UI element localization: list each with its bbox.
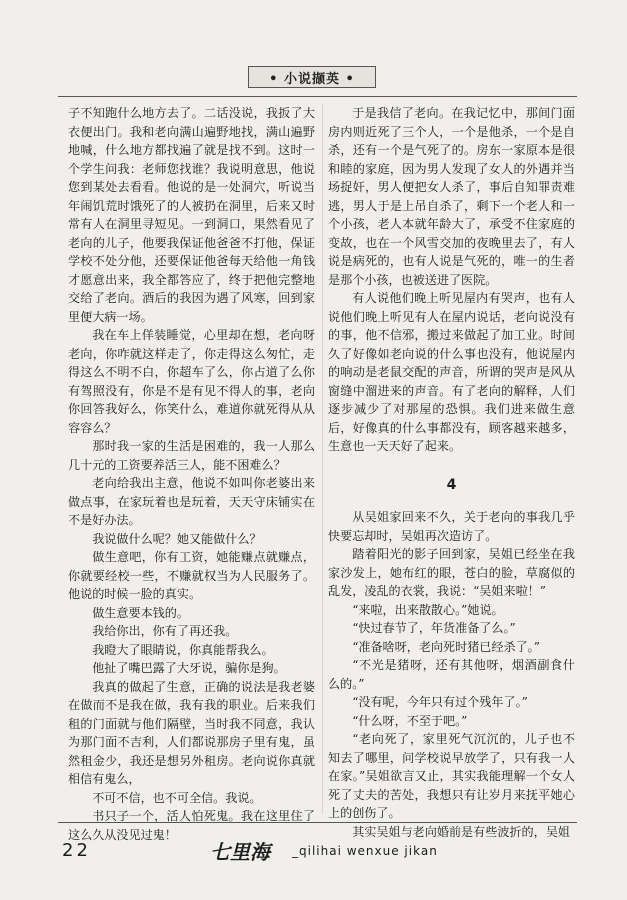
paragraph: 我给你出，你有了再还我。 bbox=[92, 624, 238, 638]
paragraph: 不可不信，也不可全信。我说。 bbox=[92, 790, 262, 805]
section-header: • 小说撷英 • bbox=[248, 66, 376, 88]
page-number: 22 bbox=[62, 840, 91, 861]
paragraph: 我真的做起了生意，正确的说法是我老婆在做而不是我在做，我有我的职业。后来我们租的门面就与他们隔壁，当时我不同意，我认为那门面不吉利，人们都说那房子里有鬼，虽然租金少，我还是想另外租房。老向说你真就相信有鬼么， bbox=[68, 679, 315, 786]
paragraph: “什么呀，不至于吧。” bbox=[352, 713, 468, 728]
magazine-logo: 七里海 bbox=[210, 840, 270, 864]
paragraph: 我说做什么呢？她又能做什么？ bbox=[92, 531, 262, 546]
paragraph: “不光是猪呀，还有其他呀，烟酒副食什么的。” bbox=[328, 658, 575, 691]
paragraph: “快过春节了，年货准备了么。” bbox=[352, 621, 516, 635]
paragraph: 踏着阳光的影子回到家，吴姐已经坐在我家沙发上，她布红的眼，苍白的脸，草腐似的乱发，凌乱的衣裳，我说：“吴姐来啦！” bbox=[328, 547, 575, 598]
right-column-top bbox=[328, 104, 575, 456]
paragraph: 有人说他们晚上听见屋内有哭声，也有人说他们晚上听见有人在屋内说话，老向说没有的事，他不信邪，搬过来做起了加工业。时间久了好像如老向说的什么事也没有，他说屋内的响动是老鼠交配的声音，所谓的哭声是风从窗缝中溜进来的声音。有了老向的解释，人们逐步减少了对那屋的恐惧。我们进来做生意后，好像真的什么事都没有，顾客越来越多，生意也一天天好了起来。 bbox=[328, 291, 575, 453]
paragraph: 做生意要本钱的。 bbox=[92, 605, 189, 620]
footer-rule bbox=[58, 822, 577, 823]
header-rule bbox=[58, 96, 577, 97]
paragraph: 书只子一个，活人怕死鬼。我在这里住了这么久从没见过鬼！ bbox=[68, 809, 315, 842]
magazine-name-roman: _qilihai wenxue jikan bbox=[292, 844, 438, 858]
paragraph: 他扯了嘴巴露了大牙说，骗你是狗。 bbox=[92, 661, 286, 675]
paragraph: 做生意吧，你有工资，她能赚点就赚点，你就要经校一些，不赚就权当为人民服务了。他说的时候一脸的真实。 bbox=[68, 550, 315, 601]
paragraph: 那时我一家的生活是困难的，我一人那么几十元的工资要养活三人，能不困难么？ bbox=[68, 439, 315, 472]
section-number: 4 bbox=[446, 476, 457, 493]
right-column-bottom bbox=[328, 508, 575, 841]
paragraph: 从吴姐家回来不久，关于老向的事我几乎快要忘却时，吴姐再次造访了。 bbox=[328, 510, 575, 543]
paragraph: 于是我信了老向。在我记忆中，那间门面房内则近死了三个人，一个是他杀，一个是自杀，还有一个是气死了的。房东一家原本是很和睦的家庭，因为男人发现了女人的外遇并当场捉奸，男人便把女人杀了，事后自知罪责难逃，男人于是上吊自杀了，剩下一个老人和一个小孩，老人本就年龄大了，承受不住家庭的变故，也在一个风雪交加的夜晚里去了，有人说是病死的，也有人说是气死的，唯一的生者是那个小孩，也被送进了医院。 bbox=[328, 106, 575, 287]
right-column bbox=[328, 104, 575, 841]
paragraph: 我在车上佯装睡觉，心里却在想，老向呀老向，你咋就这样走了，你走得这么匆忙，走得这么不明不白，你超车了么，你占道了么你有驾照没有，你是不是有见不得人的事，老向你回答我好么，你笑什么，难道你就死得从从容容么？ bbox=[68, 328, 315, 435]
paragraph: 老向给我出主意，他说不如叫你老婆出来做点事，在家玩着也是玩着，天天守床铺实在不是好办法。 bbox=[68, 476, 315, 527]
paragraph: 子不知跑什么地方去了。二话没说，我扳了大衣便出门。我和老向满山遍野地找，满山遍野地喊，什么地方都找遍了就是找不到。这时一个学生问我：老师您找谁？我说明意思，他说您到某处去看看。他说的是一处洞穴，听说当年闹饥荒时饿死了的人被扔在洞里，后来又时常有人在洞里寻短见。一到洞口，果然看见了老向的儿子，他要我保证他爸爸不打他，保证学校不处分他，还要保证他爸每天给他一角钱才愿意出来，我全都答应了，终于把他完整地交给了老向。酒后的我因为遇了风寒，回到家里便大病一场。 bbox=[68, 106, 315, 324]
column-divider bbox=[322, 104, 323, 814]
left-column bbox=[68, 104, 315, 844]
paragraph: “来啦，出来散散心。”她说。 bbox=[352, 602, 504, 617]
paragraph: 其实吴姐与老向婚前是有些波折的，吴姐 bbox=[352, 824, 570, 839]
paragraph: “没有呢，今年只有过个残年了。” bbox=[352, 695, 528, 709]
paragraph: 我瞪大了眼睛说，你真能帮我么。 bbox=[92, 642, 274, 657]
paragraph: “老向死了，家里死气沉沉的，儿子也不知去了哪里，问学校说早放学了，只有我一人在家。”吴姐欲言又止，其实我能理解一个女人死了丈夫的苦处，我想只有让岁月来抚平她心上的创伤了。 bbox=[328, 732, 575, 820]
paragraph: “准备啥呀，老向死时猪已经杀了。” bbox=[352, 639, 540, 654]
